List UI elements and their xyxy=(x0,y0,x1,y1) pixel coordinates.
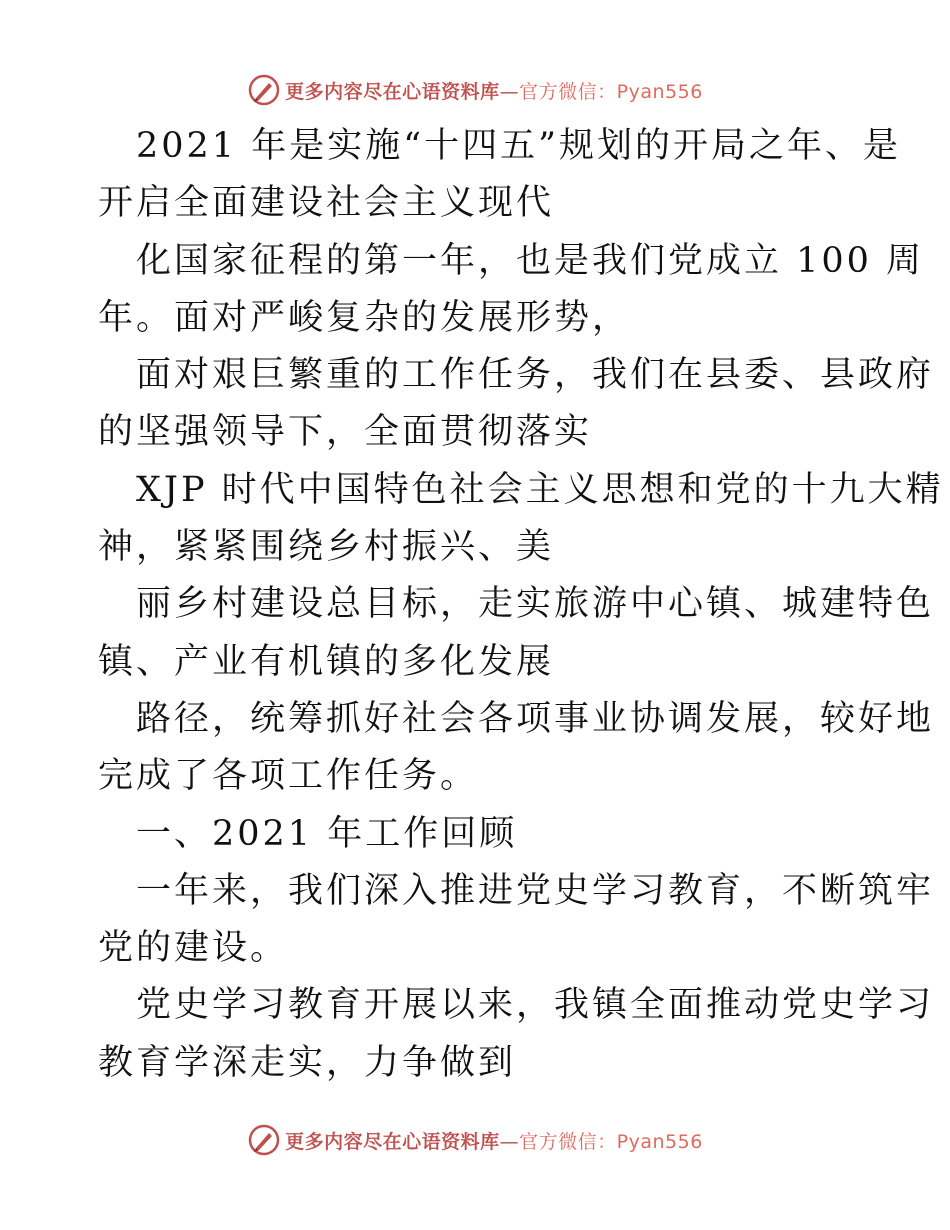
document-body xyxy=(98,118,944,1092)
footer-separator: — xyxy=(499,1130,520,1153)
footer-brand: 更多内容尽在心语资料库 xyxy=(285,1130,500,1153)
text-line: 面对艰巨繁重的工作任务，我们在县委、县政府 xyxy=(136,355,935,396)
text-line: 镇、产业有机镇的多化发展 xyxy=(98,641,555,682)
text-line: 教育学深走实，力争做到 xyxy=(98,1042,517,1083)
text-line: 的坚强领导下，全面贯彻落实 xyxy=(98,412,593,453)
header-banner xyxy=(0,70,950,110)
pen-logo-icon xyxy=(247,1123,281,1157)
footer-text xyxy=(285,1127,703,1154)
footer-wechat: 官方微信：Pyan556 xyxy=(519,1130,703,1153)
header-text xyxy=(285,77,703,104)
text-line: 丽乡村建设总目标，走实旅游中心镇、城建特色 xyxy=(136,584,935,625)
text-line: 党的建设。 xyxy=(98,928,289,969)
header-separator: — xyxy=(499,80,520,103)
text-line: 开启全面建设社会主义现代 xyxy=(98,183,555,224)
text-line: XJP 时代中国特色社会主义思想和党的十九大精 xyxy=(136,469,944,510)
text-line: 一年来，我们深入推进党史学习教育，不断筑牢 xyxy=(136,870,935,911)
text-line: 化国家征程的第一年，也是我们党成立 100 周 xyxy=(136,240,925,281)
text-line: 2021 年是实施“十四五”规划的开局之年、是 xyxy=(136,126,901,166)
text-line: 年。面对严峻复杂的发展形势， xyxy=(98,297,631,338)
header-brand: 更多内容尽在心语资料库 xyxy=(285,80,500,103)
header-wechat: 官方微信：Pyan556 xyxy=(519,80,703,103)
text-line: 路径，统筹抓好社会各项事业协调发展，较好地 xyxy=(136,698,935,739)
footer-banner xyxy=(0,1120,950,1160)
section-heading: 一、2021 年工作回顾 xyxy=(136,813,518,854)
text-line: 神，紧紧围绕乡村振兴、美 xyxy=(98,527,555,568)
text-line: 完成了各项工作任务。 xyxy=(98,756,479,797)
pen-logo-icon xyxy=(247,73,281,107)
text-line: 党史学习教育开展以来，我镇全面推动党史学习 xyxy=(136,985,935,1026)
